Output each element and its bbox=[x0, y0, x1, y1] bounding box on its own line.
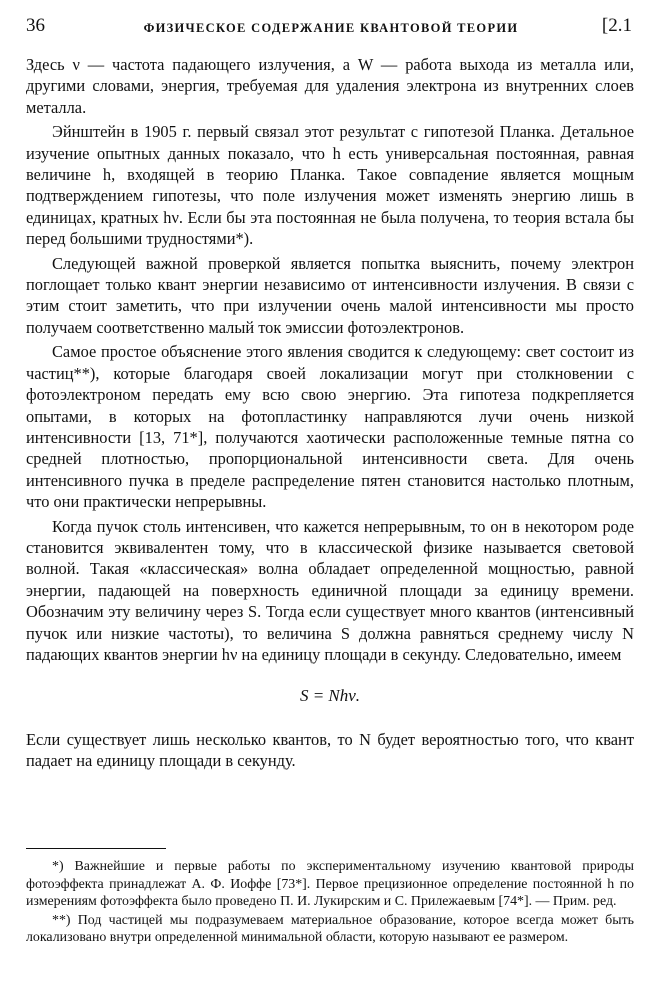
footnote-2: **) Под частицей мы подразумеваем материальное образование, которое всегда может быть локализовано внутри определенной минимальной области, которую называют ее размером. bbox=[26, 912, 634, 946]
formula: S = Nhν. bbox=[299, 686, 361, 706]
paragraph-after-formula: Если существует лишь несколько квантов, то N будет вероятностью того, что квант падает на единицу площади в секунду. bbox=[26, 729, 634, 771]
footnote-rule bbox=[26, 848, 166, 849]
running-title: ФИЗИЧЕСКОЕ СОДЕРЖАНИЕ КВАНТОВОЙ ТЕОРИИ bbox=[143, 21, 519, 35]
page-number: 36 bbox=[26, 15, 45, 36]
paragraph-5: Когда пучок столь интенсивен, что кажется непрерывным, то он в некотором роде становится эквивалентен тому, что в классической физике называется световой волной. Такая «классическая» волна обладает определенной мощностью, равной энергии, падающей на поверхность единичной площади за единицу времени. Обозначим эту величину через S. Тогда если существует много квантов (интенсивный пучок или низкие частоты), то величина S должна равняться среднему числу N падающих квантов энергии hν на единицу площади в секунду. Следовательно, имеем bbox=[26, 516, 634, 664]
main-text bbox=[26, 54, 634, 772]
paragraph-2: Эйнштейн в 1905 г. первый связал этот результат с гипотезой Планка. Детальное изучение опытных данных показало, что h есть универсальная постоянная, равная величине h, входящей в теорию Планка. Такое совпадение является мощным подтверждением гипотезы, что поле излучения может изменять энергию лишь в единицах, кратных hν. Если бы эта постоянная не была получена, то теория встала бы перед большими трудностями*). bbox=[26, 122, 634, 249]
section-number: [2.1 bbox=[601, 15, 632, 36]
running-header bbox=[26, 0, 636, 40]
paragraph-4: Самое простое объяснение этого явления сводится к следующему: свет состоит из частиц**), которые благодаря своей локализации могут при столкновении с фотоэлектроном передать ему всю свою энергию. Эта гипотеза подкрепляется опытами, в которых на фотопластинку направляются лучи очень низкой интенсивности [13, 71*], получаются хаотически расположенные темные пятна со средней плотностью, пропорциональной интенсивности света. Для очень интенсивного пучка в пределе распределение пятен становится настолько плотным, что они практически непрерывны. bbox=[26, 342, 634, 512]
footnote-1: *) Важнейшие и первые работы по экспериментальному изучению квантовой природы фотоэффекта принадлежат А. Ф. Иоффе [73*]. Первое прецизионное определение постоянной h по измерениям фотоэффекта было проведено П. И. Лукирским и С. Прилежаевым [74*]. — Прим. ред. bbox=[26, 859, 634, 910]
paragraph-3: Следующей важной проверкой является попытка выяснить, почему электрон поглощает только квант энергии независимо от интенсивности излучения. В связи с этим стоит заметить, что при излучении очень малой интенсивности мы просто получаем соответственно малый ток эмиссии фотоэлектронов. bbox=[26, 253, 634, 337]
footnotes bbox=[26, 848, 634, 947]
paragraph-1: Здесь ν — частота падающего излучения, а W — работа выхода из металла или, другими словами, энергия, требуемая для удаления электрона из внутренних слоев металла. bbox=[26, 55, 634, 117]
